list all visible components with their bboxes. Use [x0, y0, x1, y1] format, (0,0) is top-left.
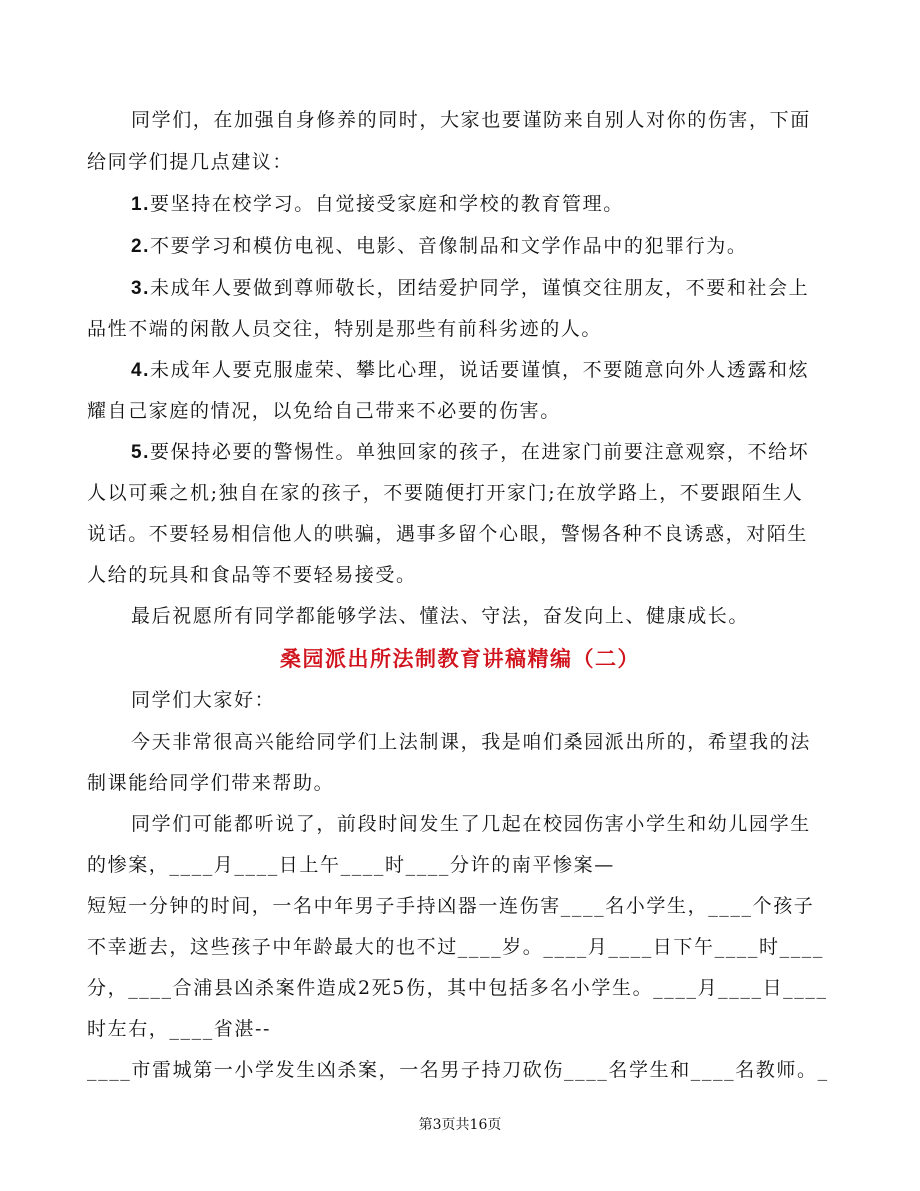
paragraph-line: 制课能给同学们带来帮助。	[87, 772, 335, 794]
list-number: 5.	[131, 442, 151, 463]
list-number: 4.	[131, 360, 151, 381]
page-number-footer: 第3页共16页	[418, 1117, 502, 1133]
paragraph-line: 短短一分钟的时间，一名中年男子手持凶器一连伤害____名小学生，____个孩子	[87, 895, 815, 917]
section-title: 桑园派出所法制教育讲稿精编（二）	[280, 646, 640, 671]
list-item-text: 要保持必要的警惕性。单独回家的孩子，在进家门前要注意观察，不给坏	[150, 441, 810, 463]
list-item-5-continuation: 说话。不要轻易相信他人的哄骗，遇事多留个心眼，警惕各种不良诱惑，对陌生	[87, 523, 809, 545]
list-number: 3.	[131, 278, 151, 299]
paragraph-line: 同学们可能都听说了，前段时间发生了几起在校园伤害小学生和幼儿园学生	[131, 813, 811, 835]
list-item-2	[131, 234, 747, 259]
paragraph-line: 分，____合浦县凶杀案件造成2死5伤，其中包括多名小学生。____月____日____	[87, 977, 828, 999]
list-item-1	[131, 192, 624, 217]
list-item-text: 未成年人要做到尊师敬长，团结爱护同学，谨慎交往朋友，不要和社会上	[150, 277, 810, 299]
list-item-text: 不要学习和模仿电视、电影、音像制品和文学作品中的犯罪行为。	[150, 235, 748, 257]
closing-line: 最后祝愿所有同学都能够学法、懂法、守法，奋发向上、健康成长。	[131, 605, 750, 627]
paragraph-line: 的惨案，____月____日上午____时____分许的南平惨案—	[87, 854, 615, 876]
list-item-3	[131, 276, 809, 301]
greeting: 同学们大家好：	[131, 689, 276, 711]
paragraph-line: 同学们，在加强自身修养的同时，大家也要谨防来自别人对你的伤害，下面	[131, 109, 811, 131]
list-item-text: 要坚持在校学习。自觉接受家庭和学校的教育管理。	[150, 193, 624, 215]
paragraph-line: ____市雷城第一小学发生凶杀案，一名男子持刀砍伤____名学生和____名教师。_	[87, 1059, 829, 1081]
list-number: 1.	[131, 194, 151, 215]
list-item-5-continuation: 人给的玩具和食品等不要轻易接受。	[87, 564, 417, 586]
list-item-text: 未成年人要克服虚荣、攀比心理，说话要谨慎，不要随意向外人透露和炫	[150, 359, 810, 381]
list-number: 2.	[131, 236, 151, 257]
paragraph-line: 时左右，____省湛--	[87, 1018, 272, 1040]
list-item-4	[131, 358, 809, 383]
list-item-3-continuation: 品性不端的闲散人员交往，特别是那些有前科劣迹的人。	[87, 318, 603, 340]
list-item-5-continuation: 人以可乘之机;独自在家的孩子，不要随便打开家门;在放学路上，不要跟陌生人	[87, 482, 804, 504]
list-item-4-continuation: 耀自己家庭的情况，以免给自己带来不必要的伤害。	[87, 400, 561, 422]
paragraph-line: 今天非常很高兴能给同学们上法制课，我是咱们桑园派出所的，希望我的法	[131, 731, 811, 753]
paragraph-line: 给同学们提几点建议：	[87, 151, 294, 173]
list-item-5	[131, 440, 809, 465]
paragraph-line: 不幸逝去，这些孩子中年龄最大的也不过____岁。____月____日下午____时____	[87, 936, 825, 958]
